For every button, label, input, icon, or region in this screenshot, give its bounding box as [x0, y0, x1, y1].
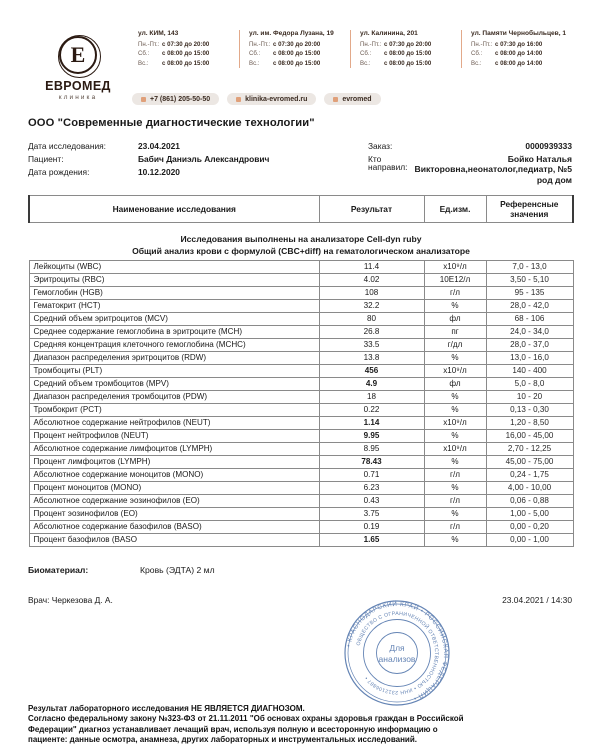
order-info [368, 140, 572, 186]
branch-hours-row [249, 40, 350, 49]
analyte-reference: 0,06 - 0,88 [486, 494, 573, 507]
hours-time: с 08:00 до 15:00 [273, 50, 321, 58]
analyte-result: 78.43 [319, 455, 424, 468]
social-label: evromed [342, 95, 372, 103]
analyte-reference: 4,00 - 10,00 [486, 481, 573, 494]
branch-hours-row [360, 49, 461, 58]
referrer-value-line3: род дом [536, 175, 572, 186]
analyte-name: Процент нейтрофилов (NEUT) [29, 429, 319, 442]
referrer-label-line2: направил: [368, 162, 408, 173]
analyte-reference: 0,00 - 0,20 [486, 520, 573, 533]
globe-icon [236, 97, 241, 102]
analyte-result: 0.71 [319, 468, 424, 481]
analyte-reference: 10 - 20 [486, 390, 573, 403]
referrer-value-line2: Викторовна,неонатолог,педиатр, №5 [414, 164, 572, 175]
analyte-name: Тромбоциты (PLT) [29, 364, 319, 377]
table-row [29, 468, 573, 481]
branch-hours-row [471, 59, 572, 68]
hours-time: с 07:30 до 16:00 [495, 41, 543, 48]
logo-brand-name: ЕВРОМЕД [45, 79, 111, 93]
hours-time: с 08:00 до 15:00 [162, 59, 210, 67]
analyte-unit: x10⁹/л [424, 364, 486, 377]
hours-day: Сб.: [360, 50, 372, 58]
referrer-value-line1: Бойко Наталья [507, 153, 572, 164]
branch-street: ул. Памяти Чернобыльцев, 1 [471, 30, 567, 37]
hours-day: Пн.-Пт.: [360, 41, 382, 48]
analyte-unit: % [424, 390, 486, 403]
disclaimer-line2: Согласно федеральному закону №323-ФЗ от 21.11.2011 "Об основах охраны здоровья граждан в Российской [28, 714, 464, 724]
patient-label: Пациент: [28, 153, 64, 164]
analyte-unit: x10⁹/л [424, 416, 486, 429]
order-label: Заказ: [368, 141, 393, 151]
referrer-label [368, 155, 407, 172]
analyte-result: 456 [319, 364, 424, 377]
analyte-result: 80 [319, 312, 424, 325]
order-value: 0000939333 [525, 141, 572, 151]
table-row [29, 364, 573, 377]
patient-value: Бабич Даниэль Александрович [138, 153, 270, 164]
table-header-row [29, 196, 573, 223]
analyte-unit: фл [424, 377, 486, 390]
table-row [29, 390, 573, 403]
header-reference: Референсные значения [486, 196, 573, 223]
analyte-reference: 13,0 - 16,0 [486, 351, 573, 364]
analyte-reference: 45,00 - 75,00 [486, 455, 573, 468]
doctor-name: Врач: Черкезова Д. А. [28, 594, 113, 605]
branch-item [461, 30, 572, 68]
logo-emblem-icon [59, 36, 97, 74]
branch-hours-row [471, 40, 572, 49]
analyte-result: 1.65 [319, 533, 424, 546]
analyte-result: 4.9 [319, 377, 424, 390]
header-name: Наименование исследования [29, 196, 319, 223]
analyte-unit: % [424, 403, 486, 416]
branch-hours-row [249, 49, 350, 58]
analyte-name: Средний объем эритроцитов (MCV) [29, 312, 319, 325]
order-row [368, 140, 572, 153]
analyte-result: 1.14 [319, 416, 424, 429]
analyte-name: Лейкоциты (WBC) [29, 260, 319, 273]
analyte-result: 11.4 [319, 260, 424, 273]
analyte-name: Эритроциты (RBC) [29, 273, 319, 286]
table-row [29, 260, 573, 273]
table-row [29, 351, 573, 364]
branch-hours-row [138, 40, 239, 49]
analyzer-banner-text: Исследования выполнены на анализаторе Cell-dyn ruby [180, 233, 422, 244]
analyte-result: 6.23 [319, 481, 424, 494]
panel-banner [29, 245, 573, 261]
branch-street: ул. им. Федора Лузана, 19 [249, 30, 334, 37]
analyte-unit: г/л [424, 520, 486, 533]
table-row [29, 494, 573, 507]
analyte-unit: % [424, 507, 486, 520]
table-row [29, 520, 573, 533]
table-row [29, 507, 573, 520]
website-badge[interactable] [227, 93, 316, 105]
analyte-result: 18 [319, 390, 424, 403]
branch-hours-row [138, 49, 239, 58]
analyte-result: 0.43 [319, 494, 424, 507]
hours-time: с 08:00 до 15:00 [384, 59, 432, 67]
hours-time: с 07:30 до 20:00 [162, 41, 210, 48]
birth-date-row [28, 166, 368, 179]
analyte-result: 108 [319, 286, 424, 299]
analyte-unit: x10⁹/л [424, 260, 486, 273]
biomaterial-value: Кровь (ЭДТА) 2 мл [140, 564, 215, 575]
analyte-name: Абсолютное содержание базофилов (BASO) [29, 520, 319, 533]
analyte-reference: 28,0 - 37,0 [486, 338, 573, 351]
website-label: klinika-evromed.ru [245, 95, 308, 103]
analyte-unit: % [424, 533, 486, 546]
results-table-head [29, 196, 573, 223]
analyte-name: Процент лимфоцитов (LYMPH) [29, 455, 319, 468]
stamp-seal-icon [336, 592, 458, 714]
analyte-reference: 0,00 - 1,00 [486, 533, 573, 546]
official-stamp [336, 592, 458, 714]
phone-icon [141, 97, 146, 102]
table-row [29, 416, 573, 429]
biomaterial-label: Биоматериал: [28, 564, 89, 575]
svg-text:ОБЩЕСТВО С ОГРАНИЧЕННОЙ ОТВЕТС: ОБЩЕСТВО С ОГРАНИЧЕННОЙ ОТВЕТСТВЕННОСТЬЮ • ИНН 2312106887 • [355, 610, 440, 696]
hours-time: с 08:00 до 15:00 [384, 50, 432, 58]
analyte-name: Средняя концентрация клеточного гемоглобина (MCHC) [29, 338, 319, 351]
analyte-name: Среднее содержание гемоглобина в эритроците (MCH) [29, 325, 319, 338]
branch-hours-row [360, 40, 461, 49]
hours-time: с 08:00 до 15:00 [273, 59, 321, 67]
disclaimer-line4: пациенте: данные осмотра, анамнеза, других лабораторных и инструментальных исследований. [28, 735, 417, 745]
social-icon [333, 97, 338, 102]
table-row [29, 338, 573, 351]
table-row [29, 403, 573, 416]
analyte-result: 32.2 [319, 299, 424, 312]
hours-time: с 08:00 до 15:00 [162, 50, 210, 58]
hours-day: Вс.: [360, 59, 371, 67]
analyte-name: Процент моноцитов (MONO) [29, 481, 319, 494]
logo-letter: E [70, 42, 86, 67]
branch-street: ул. Калинина, 201 [360, 30, 418, 37]
stamp-center-line1: Для [389, 643, 405, 653]
analyte-reference: 68 - 106 [486, 312, 573, 325]
panel-banner-text: Общий анализ крови с формулой (CBC+diff) на гематологическом анализаторе [132, 245, 470, 256]
analyte-name: Средний объем тромбоцитов (MPV) [29, 377, 319, 390]
analyzer-banner [29, 233, 573, 245]
analyte-name: Тромбокрит (PCT) [29, 403, 319, 416]
analyte-result: 0.22 [319, 403, 424, 416]
analyte-result: 33.5 [319, 338, 424, 351]
table-row [29, 442, 573, 455]
table-row [29, 312, 573, 325]
analyte-reference: 3,50 - 5,10 [486, 273, 573, 286]
analyte-unit: % [424, 351, 486, 364]
report-datetime: 23.04.2021 / 14:30 [502, 594, 572, 605]
analyte-name: Диапазон распределения эритроцитов (RDW) [29, 351, 319, 364]
birth-value: 10.12.2020 [138, 166, 180, 177]
hours-day: Вс.: [471, 59, 482, 67]
study-date-value: 23.04.2021 [138, 141, 180, 151]
disclaimer-line3: Федерации" диагноз устанавливает лечащий врач, используя полную и всесторонную информацию о [28, 724, 438, 734]
branch-item [132, 30, 239, 68]
svg-text:• КРАСНОДАРСКИЙ КРАЙ • РОССИЙС: • КРАСНОДАРСКИЙ КРАЙ • РОССИЙСКАЯ ФЕДЕРАЦИЯ • [345, 600, 450, 702]
analyte-reference: 24,0 - 34,0 [486, 325, 573, 338]
branch-hours-row [471, 49, 572, 58]
analyte-reference: 1,00 - 5,00 [486, 507, 573, 520]
analyte-unit: % [424, 481, 486, 494]
analyte-reference: 7,0 - 13,0 [486, 260, 573, 273]
hours-day: Вс.: [138, 59, 149, 67]
branch-street: ул. КИМ, 143 [138, 30, 179, 37]
hours-day: Пн.-Пт.: [138, 41, 160, 48]
table-row [29, 299, 573, 312]
table-row [29, 377, 573, 390]
hours-time: с 07:30 до 20:00 [273, 41, 321, 48]
header-unit: Ед.изм. [424, 196, 486, 223]
analyte-result: 4.02 [319, 273, 424, 286]
hours-time: с 08:00 до 14:00 [495, 50, 543, 58]
table-row [29, 273, 573, 286]
phone-badge[interactable] [132, 93, 219, 105]
results-table [28, 195, 574, 547]
study-date-row [28, 140, 368, 153]
table-row [29, 533, 573, 546]
analyte-name: Диапазон распределения тромбоцитов (PDW) [29, 390, 319, 403]
hours-day: Пн.-Пт.: [471, 41, 493, 48]
analyte-result: 3.75 [319, 507, 424, 520]
analyte-reference: 16,00 - 45,00 [486, 429, 573, 442]
biomaterial-row [28, 565, 572, 575]
branch-item [239, 30, 350, 68]
analyte-reference: 28,0 - 42,0 [486, 299, 573, 312]
table-row [29, 481, 573, 494]
table-row [29, 325, 573, 338]
referrer-label-line1: Кто [368, 153, 382, 164]
legal-disclaimer [28, 704, 572, 746]
analyte-name: Абсолютное содержание моноцитов (MONO) [29, 468, 319, 481]
analyte-unit: 10E12/л [424, 273, 486, 286]
analyte-reference: 140 - 400 [486, 364, 573, 377]
analyte-reference: 1,20 - 8,50 [486, 416, 573, 429]
hours-day: Вс.: [249, 59, 260, 67]
clinic-logo [28, 30, 128, 101]
table-row [29, 455, 573, 468]
hours-time: с 08:00 до 14:00 [495, 59, 543, 67]
hours-day: Сб.: [471, 50, 483, 58]
results-table-body [29, 223, 573, 547]
analyte-reference: 0,13 - 0,30 [486, 403, 573, 416]
hours-day: Пн.-Пт.: [249, 41, 271, 48]
signature-row [28, 595, 572, 605]
social-badge[interactable] [324, 93, 380, 105]
report-meta [28, 140, 572, 186]
analyte-reference: 95 - 135 [486, 286, 573, 299]
table-spacer [29, 223, 573, 233]
branch-item [350, 30, 461, 68]
analyte-reference: 0,24 - 1,75 [486, 468, 573, 481]
analyte-name: Абсолютное содержание нейтрофилов (NEUT) [29, 416, 319, 429]
hours-day: Сб.: [138, 50, 150, 58]
analyte-result: 0.19 [319, 520, 424, 533]
analyte-result: 13.8 [319, 351, 424, 364]
analyte-unit: % [424, 299, 486, 312]
table-row [29, 286, 573, 299]
branch-list [128, 30, 572, 68]
analyte-unit: г/л [424, 494, 486, 507]
disclaimer-line1: Результат лабораторного исследования НЕ ЯВЛЯЕТСЯ ДИАГНОЗОМ. [28, 703, 305, 713]
branch-hours-row [249, 59, 350, 68]
analyte-reference: 2,70 - 12,25 [486, 442, 573, 455]
analyte-unit: г/дл [424, 338, 486, 351]
birth-label: Дата рождения: [28, 166, 90, 177]
analyte-name: Абсолютное содержание лимфоцитов (LYMPH) [29, 442, 319, 455]
analyte-name: Гемоглобин (HGB) [29, 286, 319, 299]
analyte-unit: x10⁹/л [424, 442, 486, 455]
company-name: ООО "Современные диагностические технологии" [28, 117, 315, 129]
analyte-unit: % [424, 429, 486, 442]
table-row [29, 429, 573, 442]
analyte-name: Абсолютное содержание эозинофилов (EO) [29, 494, 319, 507]
analyte-name: Процент базофилов (BASO [29, 533, 319, 546]
phone-label: +7 (861) 205-50-50 [150, 95, 211, 103]
analyte-result: 26.8 [319, 325, 424, 338]
patient-name-row [28, 153, 368, 166]
branch-hours-row [138, 59, 239, 68]
hours-time: с 07:30 до 20:00 [384, 41, 432, 48]
analyte-unit: фл [424, 312, 486, 325]
hours-day: Сб.: [249, 50, 261, 58]
analyte-unit: % [424, 455, 486, 468]
analyte-reference: 5,0 - 8,0 [486, 377, 573, 390]
branch-hours-row [360, 59, 461, 68]
logo-tagline: клиника [58, 94, 98, 101]
stamp-center-line2: анализов [378, 654, 416, 664]
referrer-block [368, 154, 572, 186]
analyte-name: Процент эозинофилов (EO) [29, 507, 319, 520]
header-result: Результат [319, 196, 424, 223]
analyte-result: 8.95 [319, 442, 424, 455]
analyte-unit: г/л [424, 468, 486, 481]
study-date-label: Дата исследования: [28, 141, 107, 151]
analyte-name: Гематокрит (HCT) [29, 299, 319, 312]
patient-info [28, 140, 368, 186]
analyte-unit: г/л [424, 286, 486, 299]
analyte-unit: пг [424, 325, 486, 338]
analyte-result: 9.95 [319, 429, 424, 442]
